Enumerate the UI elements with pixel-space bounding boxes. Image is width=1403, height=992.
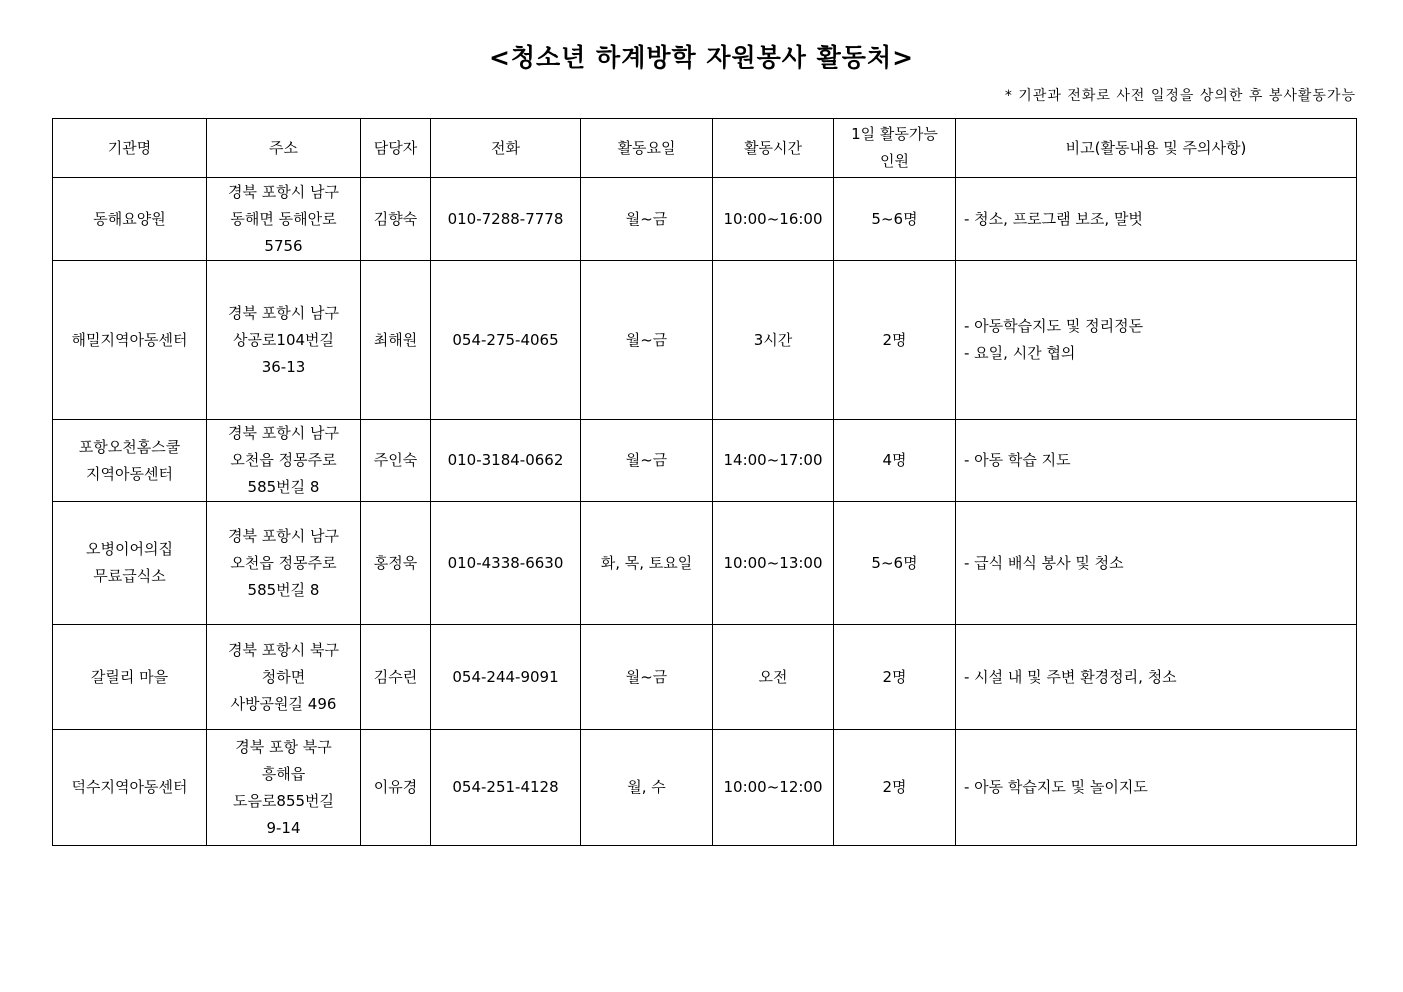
remark-line: - 청소, 프로그램 보조, 말벗 — [964, 209, 1143, 228]
name-line: 지역아동센터 — [86, 464, 173, 483]
name-line: 해밀지역아동센터 — [71, 330, 188, 349]
address-line: 경북 포항 북구 — [235, 737, 332, 756]
table-row — [53, 420, 1357, 502]
address-line: 5756 — [264, 236, 303, 255]
cell-address — [207, 625, 361, 730]
table-row — [53, 730, 1357, 846]
remark-line: - 시설 내 및 주변 환경정리, 청소 — [964, 667, 1177, 686]
address-line: 9-14 — [266, 818, 301, 837]
header-hours: 활동시간 — [713, 119, 834, 178]
cell-phone: 010-7288-7778 — [431, 178, 581, 261]
cell-address — [207, 420, 361, 502]
cell-days: 월~금 — [581, 261, 713, 420]
header-capacity — [834, 119, 956, 178]
cell-hours: 10:00~12:00 — [713, 730, 834, 846]
cell-address — [207, 502, 361, 625]
cell-hours: 오전 — [713, 625, 834, 730]
cell-contact: 김수린 — [361, 625, 431, 730]
remark-line: - 아동 학습 지도 — [964, 451, 1071, 469]
cell-name — [53, 502, 207, 625]
remark-line: - 아동 학습지도 및 놀이지도 — [964, 778, 1148, 796]
name-line: 오병이어의집 — [86, 540, 173, 558]
address-line: 도음로855번길 — [232, 791, 335, 810]
cell-phone: 054-251-4128 — [431, 730, 581, 846]
name-line: 포항오천홈스쿨 — [78, 437, 181, 456]
cell-remarks — [956, 625, 1357, 730]
cell-capacity: 5~6명 — [834, 502, 956, 625]
cell-hours: 10:00~16:00 — [713, 178, 834, 261]
cell-remarks — [956, 420, 1357, 502]
volunteer-sites-table — [52, 118, 1357, 846]
cell-capacity: 4명 — [834, 420, 956, 502]
name-line: 갈릴리 마을 — [90, 667, 169, 686]
cell-hours: 10:00~13:00 — [713, 502, 834, 625]
cell-contact: 김향숙 — [361, 178, 431, 261]
table-body — [53, 178, 1357, 846]
cell-days: 월, 수 — [581, 730, 713, 846]
header-days: 활동요일 — [581, 119, 713, 178]
address-line: 경북 포항시 남구 — [228, 182, 339, 201]
cell-capacity: 2명 — [834, 261, 956, 420]
cell-contact: 주인숙 — [361, 420, 431, 502]
cell-remarks — [956, 261, 1357, 420]
address-line: 청하면 — [261, 667, 306, 686]
cell-contact: 이유경 — [361, 730, 431, 846]
cell-remarks — [956, 178, 1357, 261]
cell-name — [53, 420, 207, 502]
header-capacity-line1: 1일 활동가능 — [851, 125, 938, 143]
name-line: 동해요양원 — [93, 209, 166, 228]
header-contact: 담당자 — [361, 119, 431, 178]
address-line: 경북 포항시 남구 — [228, 526, 339, 545]
cell-address — [207, 261, 361, 420]
header-phone: 전화 — [431, 119, 581, 178]
cell-capacity: 2명 — [834, 730, 956, 846]
address-line: 경북 포항시 남구 — [228, 303, 339, 322]
cell-contact: 최해원 — [361, 261, 431, 420]
remark-line: - 급식 배식 봉사 및 청소 — [964, 553, 1124, 572]
table-row — [53, 502, 1357, 625]
cell-address — [207, 178, 361, 261]
name-line: 무료급식소 — [93, 567, 166, 585]
header-address: 주소 — [207, 119, 361, 178]
header-name: 기관명 — [53, 119, 207, 178]
address-line: 36-13 — [261, 357, 306, 376]
address-line: 동해면 동해안로 — [230, 209, 337, 228]
header-remarks: 비고(활동내용 및 주의사항) — [956, 119, 1357, 178]
address-line: 상공로104번길 — [232, 330, 335, 349]
cell-remarks — [956, 502, 1357, 625]
header-capacity-line2: 인원 — [880, 152, 909, 170]
cell-phone: 010-3184-0662 — [431, 420, 581, 502]
cell-phone: 054-275-4065 — [431, 261, 581, 420]
cell-capacity: 2명 — [834, 625, 956, 730]
cell-days: 월~금 — [581, 625, 713, 730]
cell-remarks — [956, 730, 1357, 846]
cell-phone: 054-244-9091 — [431, 625, 581, 730]
remark-line: - 요일, 시간 협의 — [964, 344, 1076, 362]
cell-capacity: 5~6명 — [834, 178, 956, 261]
name-line: 덕수지역아동센터 — [71, 778, 188, 796]
cell-contact: 홍정욱 — [361, 502, 431, 625]
table-row — [53, 625, 1357, 730]
address-line: 585번길 8 — [247, 478, 320, 496]
notice-text: * 기관과 전화로 사전 일정을 상의한 후 봉사활동가능 — [1004, 88, 1356, 104]
cell-name — [53, 625, 207, 730]
table-row — [53, 261, 1357, 420]
address-line: 오천읍 정몽주로 — [230, 553, 337, 572]
cell-hours: 14:00~17:00 — [713, 420, 834, 502]
table-row — [53, 178, 1357, 261]
cell-name — [53, 261, 207, 420]
cell-address — [207, 730, 361, 846]
cell-name — [53, 730, 207, 846]
cell-name — [53, 178, 207, 261]
address-line: 경북 포항시 북구 — [228, 640, 339, 659]
cell-days: 화, 목, 토요일 — [581, 502, 713, 625]
address-line: 경북 포항시 남구 — [228, 424, 339, 442]
address-line: 흥해읍 — [261, 764, 306, 783]
address-line: 사방공원길 496 — [230, 694, 337, 713]
header-row — [53, 119, 1357, 178]
cell-phone: 010-4338-6630 — [431, 502, 581, 625]
cell-days: 월~금 — [581, 178, 713, 261]
document-title: <청소년 하계방학 자원봉사 활동처> — [488, 43, 915, 72]
remark-line: - 아동학습지도 및 정리정돈 — [964, 317, 1144, 335]
cell-hours: 3시간 — [713, 261, 834, 420]
address-line: 오천읍 정몽주로 — [230, 451, 337, 469]
cell-days: 월~금 — [581, 420, 713, 502]
address-line: 585번길 8 — [247, 580, 320, 599]
